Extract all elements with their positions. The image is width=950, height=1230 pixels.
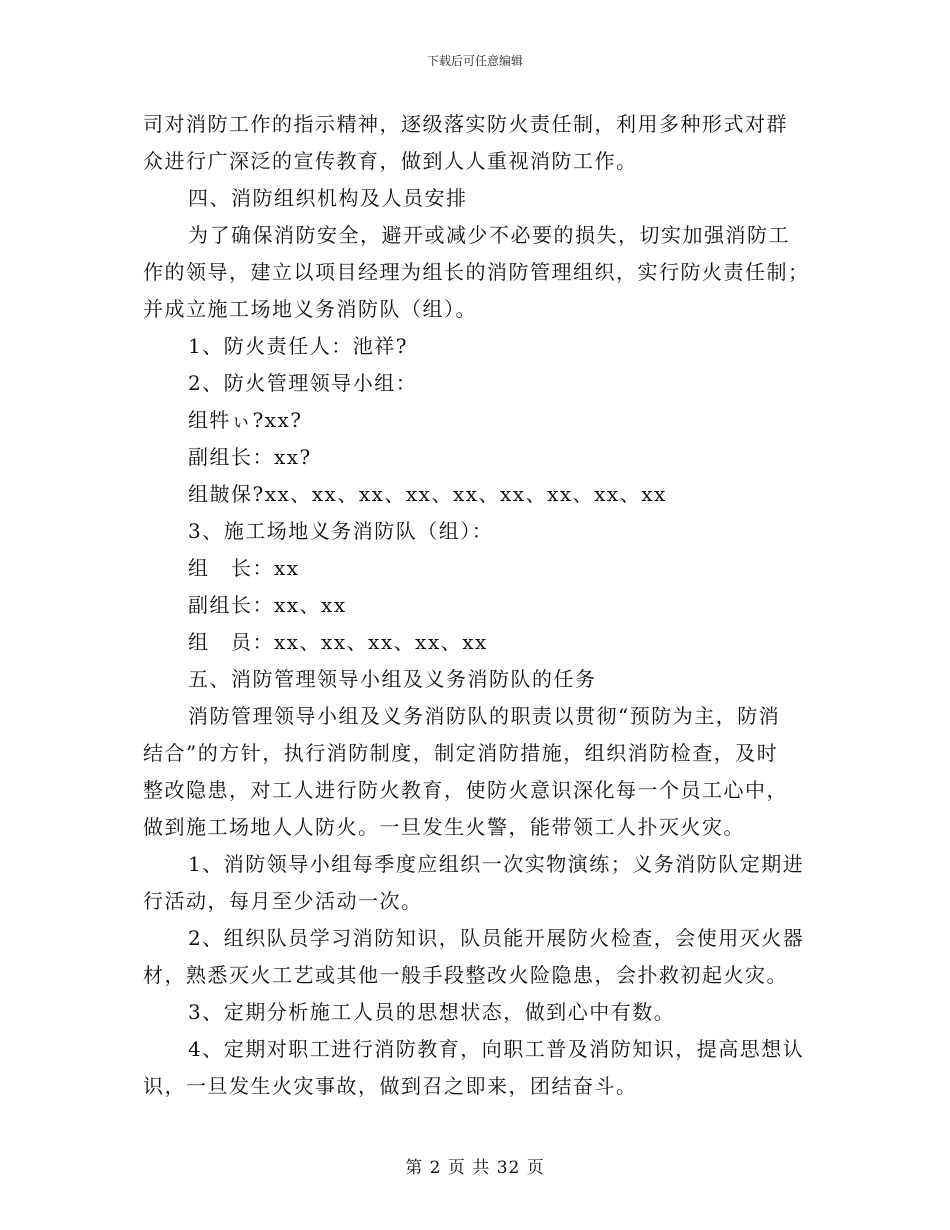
- text-line: 材，熟悉灭火工艺或其他一般手段整改火险隐患，会扑救初起火灾。: [143, 963, 788, 987]
- text-line: 组 长：xx: [188, 556, 300, 580]
- text-line: 1、防火责任人：池祥?: [188, 334, 408, 358]
- text-line: 2、组织队员学习消防知识，队员能开展防火检查，会使用灭火器: [188, 926, 805, 950]
- document-body: [143, 106, 813, 1105]
- page-header: 下载后可任意编辑: [426, 54, 523, 68]
- text-line: 并成立施工场地义务消防队（组）。: [143, 297, 477, 321]
- text-line: 组皵保?xx、xx、xx、xx、xx、xx、xx、xx、xx: [188, 482, 667, 506]
- text-line: 组牪ぃ?xx?: [188, 408, 303, 432]
- text-line: 识，一旦发生火灾事故，做到召之即来，团结奋斗。: [143, 1074, 638, 1098]
- text-line: 做到施工场地人人防火。一旦发生火警，能带领工人扑灭火灾。: [143, 815, 745, 839]
- text-line: 副组长：xx、xx: [188, 593, 347, 617]
- text-line: 3、定期分析施工人员的思想状态，做到心中有数。: [188, 1000, 676, 1024]
- text-line: 1、消防领导小组每季度应组织一次实物演练；义务消防队定期进: [188, 852, 805, 876]
- text-line: 3、施工场地义务消防队（组）：: [188, 519, 494, 543]
- page-number: 第 2 页 共 32 页: [405, 1158, 545, 1178]
- text-line: 消防管理领导小组及义务消防队的职责以贯彻“预防为主，防消: [188, 704, 781, 728]
- text-line: 组 员：xx、xx、xx、xx、xx: [188, 630, 488, 654]
- text-line: 众进行广深泛的宣传教育，做到人人重视消防工作。: [143, 149, 638, 173]
- text-line: 整改隐患，对工人进行防火教育，使防火意识深化每一个员工心中，: [143, 778, 788, 802]
- text-line: 司对消防工作的指示精神，逐级落实防火责任制，利用多种形式对群: [143, 112, 788, 136]
- text-line: 2、防火管理领导小组：: [188, 371, 418, 395]
- text-line: 五、消防管理领导小组及义务消防队的任务: [188, 667, 597, 691]
- text-line: 四、消防组织机构及人员安排: [188, 186, 468, 210]
- text-line: 4、定期对职工进行消防教育，向职工普及消防知识，提高思想认: [188, 1037, 805, 1061]
- text-line: 作的领导，建立以项目经理为组长的消防管理组织，实行防火责任制；: [143, 260, 810, 284]
- text-line: 副组长：xx?: [188, 445, 312, 469]
- text-line: 结合”的方针，执行消防制度，制定消防措施，组织消防检查，及时: [143, 741, 779, 765]
- text-line: 行活动，每月至少活动一次。: [143, 889, 423, 913]
- text-line: 为了确保消防安全，避开或减少不必要的损失，切实加强消防工: [188, 223, 790, 247]
